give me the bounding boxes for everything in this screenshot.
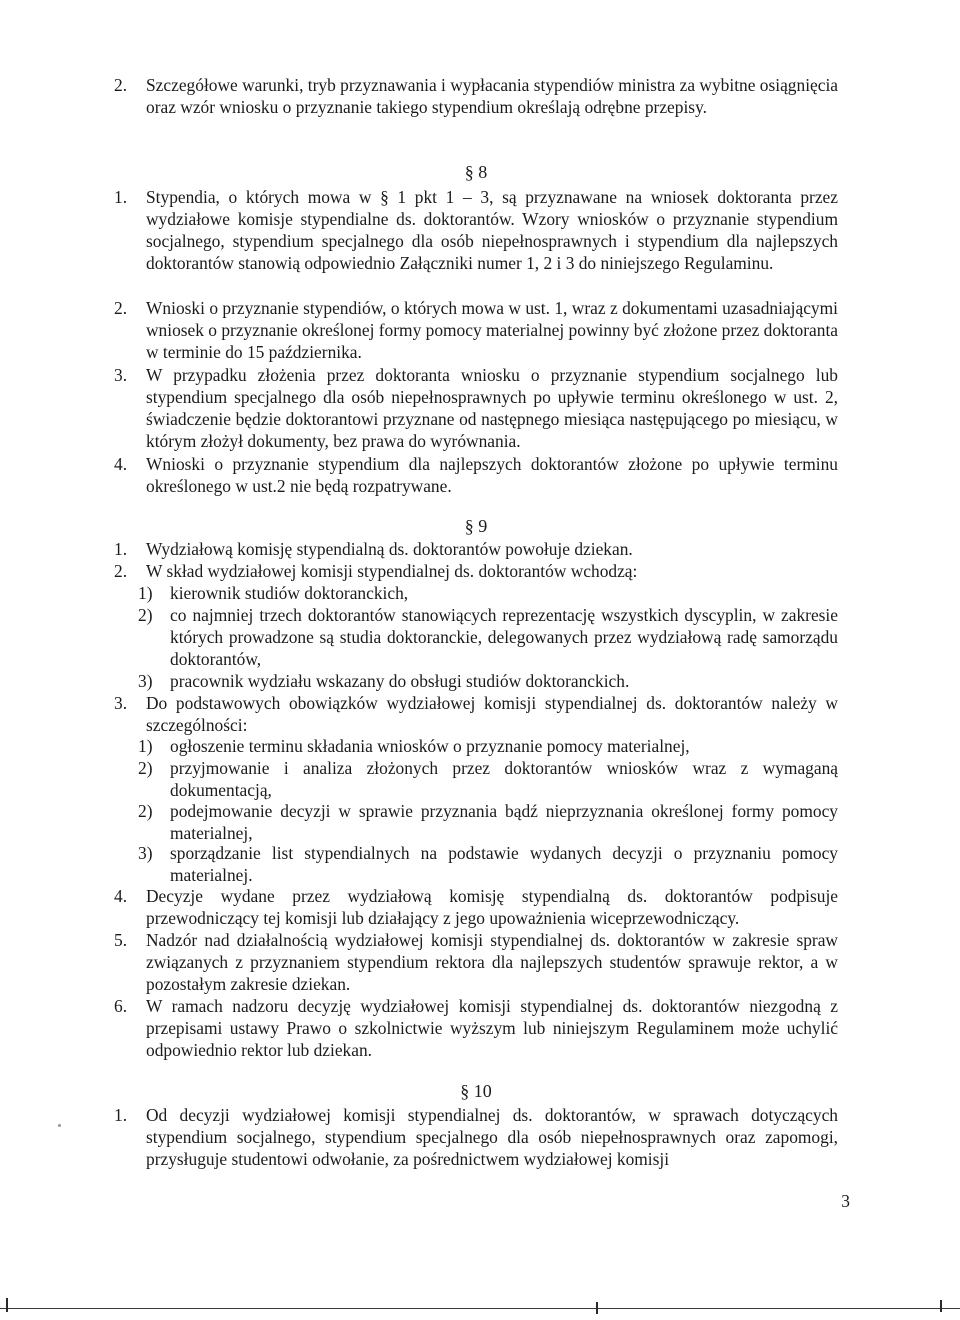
item-text: Wnioski o przyznanie stypendiów, o których mowa w ust. 1, wraz z dokumentami uzasadniającymi wniosek o przyznanie określonej formy pomocy materialnej powinny być złożone przez doktoranta w terminie do 15 października. xyxy=(146,298,839,362)
section-heading: § 8 xyxy=(464,162,488,182)
item-text: W przypadku złożenia przez doktoranta wniosku o przyznanie stypendium socjalnego lub stypendium specjalnego dla osób niepełnosprawnych po upływie terminu określonego w ust. 2, świadczenie będzie doktorantowi przyznane od następnego miesiąca następującego po miesiącu, w którym złożył dokumenty, bez prawa do wyrównania. xyxy=(146,365,838,451)
sub-item-number: 2) xyxy=(138,605,153,625)
sub-item-text: przyjmowanie i analiza złożonych przez doktorantów wniosków wraz z wymaganą dokumentacją, xyxy=(170,758,838,800)
sub-item-number: 2) xyxy=(138,758,153,778)
item-number: 6. xyxy=(114,996,128,1016)
sub-item-text: ogłoszenie terminu składania wniosków o przyznanie pomocy materialnej, xyxy=(170,736,690,756)
item-number: 2. xyxy=(114,75,128,95)
sub-item-number: 3) xyxy=(138,671,153,691)
item-text: Stypendia, o których mowa w § 1 pkt 1 – 3, są przyznawane na wniosek doktoranta przez wydziałowe komisje stypendialne ds. doktorantów. Wzory wniosków o przyznanie stypendium socjalnego, stypendium specjalnego dla osób niepełnosprawnych i stypendium dla najlepszych doktorantów stanowią odpowiednio Załączniki numer 1, 2 i 3 do niniejszego Regulaminu. xyxy=(146,187,838,273)
sub-item-number: 3) xyxy=(138,843,153,863)
item-text: W ramach nadzoru decyzję wydziałowej komisji stypendialnej ds. doktorantów niezgodną z przepisami ustawy Prawo o szkolnictwie wyższym lub niniejszym Regulaminem może uchylić odpowiednio rektor lub dziekan. xyxy=(146,996,838,1060)
item-text: Decyzje wydane przez wydziałową komisję stypendialną ds. doktorantów podpisuje przewodniczący tej komisji lub działający z jego upoważnienia wiceprzewodniczący. xyxy=(146,886,838,928)
item-number: 3. xyxy=(114,693,128,713)
item-number: 4. xyxy=(114,886,128,906)
paragraph-item xyxy=(114,692,838,736)
item-number: 2. xyxy=(114,561,128,581)
item-number: 4. xyxy=(114,454,128,474)
item-number: 5. xyxy=(114,930,128,950)
paragraph-item xyxy=(114,364,838,452)
paragraph-item xyxy=(114,538,838,560)
sub-item xyxy=(138,735,838,757)
sub-item xyxy=(138,842,838,886)
scan-mark xyxy=(6,1298,8,1312)
item-text: Do podstawowych obowiązków wydziałowej komisji stypendialnej ds. doktorantów należy w szczególności: xyxy=(146,693,838,735)
sub-item-number: 1) xyxy=(138,736,153,756)
paragraph-item xyxy=(114,995,838,1061)
sub-item-text: kierownik studiów doktoranckich, xyxy=(170,583,409,603)
item-text: Od decyzji wydziałowej komisji stypendialnej ds. doktorantów, w sprawach dotyczących stypendium socjalnego, stypendium specjalnego dla osób niepełnosprawnych oraz zapomogi, przysługuje studentowi odwołanie, za pośrednictwem wydziałowej komisji xyxy=(146,1105,838,1169)
scan-mark xyxy=(596,1302,598,1314)
scan-mark xyxy=(940,1300,942,1312)
item-text: W skład wydziałowej komisji stypendialnej ds. doktorantów wchodzą: xyxy=(146,561,638,581)
sub-item xyxy=(138,582,838,604)
paragraph-item xyxy=(114,297,838,363)
paragraph-item xyxy=(114,929,838,995)
item-text: Wnioski o przyznanie stypendium dla najlepszych doktorantów złożone po upływie terminu określonego w ust.2 nie będą rozpatrywane. xyxy=(146,454,838,496)
sub-item-text: sporządzanie list stypendialnych na podstawie wydanych decyzji o przyznaniu pomocy materialnej. xyxy=(170,843,838,885)
page-number: 3 xyxy=(841,1191,850,1211)
sub-item xyxy=(138,757,838,801)
paragraph-item xyxy=(114,186,838,274)
sub-item-number: 1) xyxy=(138,583,153,603)
paragraph-item xyxy=(114,74,838,118)
scan-speck xyxy=(58,1124,61,1127)
sub-item-number: 2) xyxy=(138,801,153,821)
scan-border-line xyxy=(0,1308,960,1309)
paragraph-item xyxy=(114,1104,838,1170)
item-number: 1. xyxy=(114,539,128,559)
sub-item xyxy=(138,604,838,670)
section-heading: § 9 xyxy=(464,516,488,536)
item-number: 1. xyxy=(114,187,128,207)
sub-item-text: podejmowanie decyzji w sprawie przyznania bądź nieprzyznania określonej formy pomocy materialnej, xyxy=(170,801,838,843)
item-text: Szczegółowe warunki, tryb przyznawania i wypłacania stypendiów ministra za wybitne osiągnięcia oraz wzór wniosku o przyznanie takiego stypendium określają odrębne przepisy. xyxy=(146,75,839,117)
item-number: 3. xyxy=(114,365,128,385)
item-number: 2. xyxy=(114,298,128,318)
sub-item xyxy=(138,800,838,844)
sub-item-text: pracownik wydziału wskazany do obsługi studiów doktoranckich. xyxy=(170,671,630,691)
item-text: Wydziałową komisję stypendialną ds. doktorantów powołuje dziekan. xyxy=(146,539,633,559)
section-heading: § 10 xyxy=(460,1081,492,1101)
paragraph-item xyxy=(114,885,838,929)
item-number: 1. xyxy=(114,1105,128,1125)
item-text: Nadzór nad działalnością wydziałowej komisji stypendialnej ds. doktorantów w zakresie spraw związanych z przyznaniem stypendium rektora dla najlepszych studentów sprawuje rektor, a w pozostałym zakresie dziekan. xyxy=(146,930,838,994)
paragraph-item xyxy=(114,453,838,497)
paragraph-item xyxy=(114,560,838,582)
sub-item-text: co najmniej trzech doktorantów stanowiących reprezentację wszystkich dyscyplin, w zakresie których prowadzone są studia doktoranckie, delegowanych przez wydziałową radę samorządu doktorantów, xyxy=(170,605,838,669)
sub-item xyxy=(138,670,838,692)
